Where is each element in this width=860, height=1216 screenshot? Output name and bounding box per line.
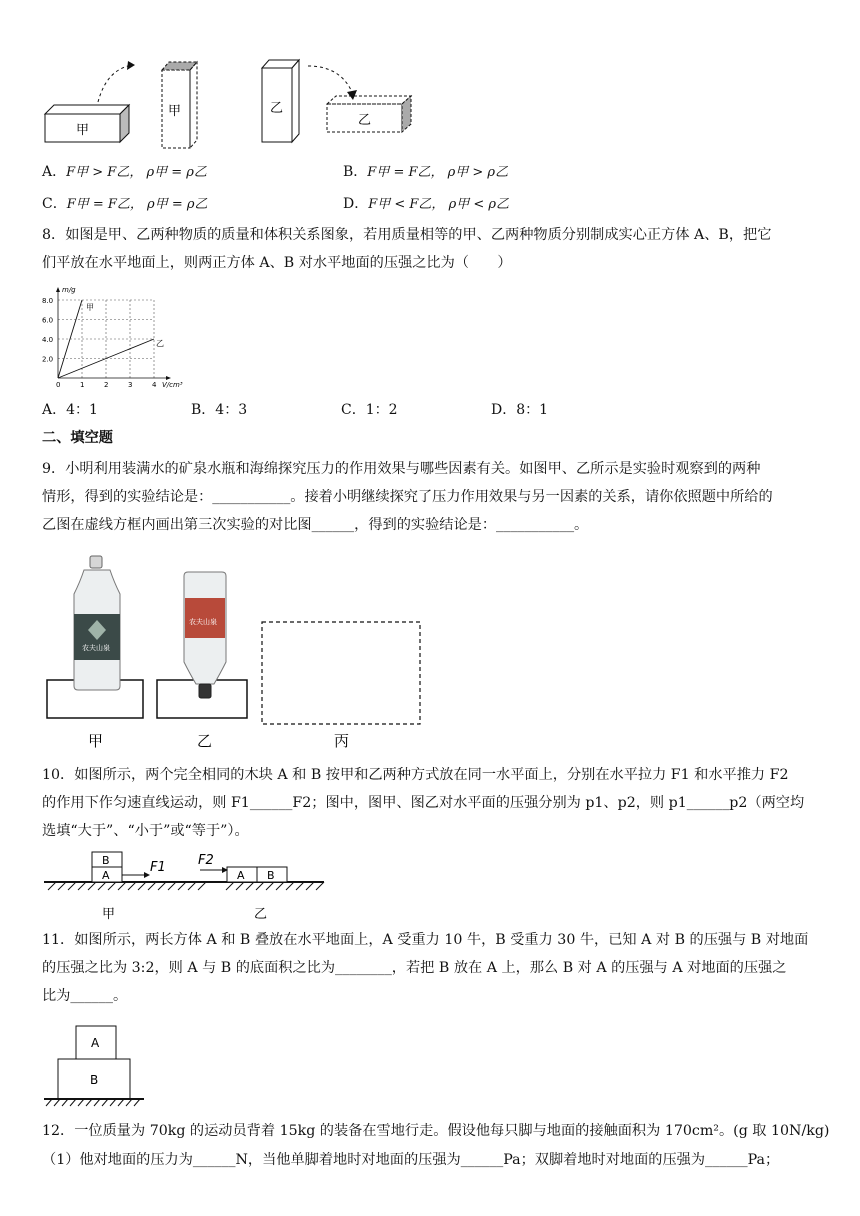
x-tick-label: 1 [80,381,85,389]
q8-text-line2: 们平放在水平地面上，则两正方体 A、B 对水平地面的压强之比为（ ） [42,255,512,271]
bottle-label-inverted: 农夫山泉 [189,618,217,626]
q10-text-line2: 的作用下作匀速直线运动，则 F1______F2；图中，图甲、图乙对水平面的压强分别为 p1、p2，则 p1______p2（两空均 [42,795,805,811]
q8-option-c: C．1：2 [341,402,398,418]
x-tick-label: 4 [152,381,157,389]
q9-text-line3: 乙图在虚线方框内画出第三次实验的对比图______，得到的实验结论是：___________。 [42,517,589,533]
q8-option-b: B．4：3 [191,402,248,418]
x-axis-arrow [166,376,171,380]
ground-jia [44,882,212,890]
section-heading: 二、填空题 [42,430,113,446]
q10-text-line3: 选填“大于”、“小于”或“等于”）。 [42,823,249,839]
chart-ylabel: m/g [62,286,76,294]
q11-text-line2: 的压强之比为 3:2，则 A 与 B 的底面积之比为________，若把 B 放在 A 上，那么 B 对 A 的压强与 A 对地面的压强之 [42,960,787,976]
block-b-yi-label: B [267,869,275,882]
chart-xlabel: V/cm³ [162,381,183,389]
bottle-upright [74,556,120,690]
q7-option-c: C．F甲 = F乙， ρ甲 = ρ乙 [42,196,208,212]
q11-text-line1: 11．如图所示，两长方体 A 和 B 叠放在水平地面上，A 受重力 10 牛，B 受重力 30 牛，已知 A 对 B 的压强与 B 对地面 [42,932,809,948]
caption-jia: 甲 [102,907,116,922]
block-b-label: B [90,1073,99,1087]
caption-yi: 乙 [197,732,213,750]
rotate-arrow-1 [98,66,128,102]
block-b-jia-label: B [102,854,110,867]
x-tick-label: 0 [56,381,61,389]
rotate-arrow-2 [308,66,352,92]
q8-text-line1: 8．如图是甲、乙两种物质的质量和体积关系图象，若用质量相等的甲、乙两种物质分别制成实心正方体 A、B，把它 [42,227,772,243]
q8-option-a: A．4：1 [42,402,98,418]
bottle-label-upright: 农夫山泉 [82,644,110,652]
bottle-inverted [184,572,226,698]
q8-option-d: D．8：1 [491,402,549,418]
y-axis-arrow [56,287,60,292]
q8-mass-volume-chart [28,282,183,390]
force-label-f1: F1 [150,860,166,875]
caption-bing: 丙 [334,732,350,750]
box-jia-label: 甲 [76,123,90,138]
chart-grid [58,300,154,378]
box-yi-label: 乙 [270,101,284,116]
q10-figure [40,846,340,922]
box-yi-lying-label: 乙 [358,113,372,128]
q11-figure [40,1022,150,1110]
q9-text-line1: 9．小明利用装满水的矿泉水瓶和海绵探究压力的作用效果与哪些因素有关。如图甲、乙所示是实验时观察到的两种 [42,461,761,477]
caption-yi: 乙 [254,907,268,922]
q7-figure [40,52,420,150]
q11-text-line3: 比为______。 [42,988,128,1004]
block-a-yi-label: A [237,869,245,882]
q10-text-line1: 10．如图所示，两个完全相同的木块 A 和 B 按甲和乙两种方式放在同一水平面上，分别在水平拉力 F1 和水平推力 F2 [42,767,789,783]
y-tick-label: 2.0 [42,355,54,364]
series-label-1: 甲 [86,303,94,312]
dashed-frame-bing [262,622,420,724]
q12-text-line2: （1）他对地面的压力为______N，当他单脚着地时对地面的压强为______Pa；双脚着地时对地面的压强为______Pa； [42,1152,780,1168]
q7-option-a: A．F甲 > F乙， ρ甲 = ρ乙 [42,164,207,180]
x-tick-label: 2 [104,381,109,389]
q7-option-d: D．F甲 < F乙， ρ甲 < ρ乙 [343,196,510,212]
y-tick-label: 6.0 [42,316,54,325]
ground-hatch [46,1099,140,1106]
q12-text-line1: 12．一位质量为 70kg 的运动员背着 15kg 的装备在雪地行走。假设他每只脚与地面的接触面积为 170cm²。(g 取 10N/kg) [42,1123,830,1139]
force-label-f2: F2 [198,853,214,868]
block-a-jia-label: A [102,869,110,882]
y-tick-label: 4.0 [42,336,54,344]
y-tick-label: 8.0 [42,297,54,305]
block-a-label: A [91,1036,100,1050]
caption-jia: 甲 [88,732,104,750]
q9-figure [44,552,434,752]
q9-text-line2: 情形，得到的实验结论是：___________。接着小明继续探究了压力作用效果与另一因素的关系，请你依照题中所给的 [42,489,773,505]
q7-option-b: B．F甲 = F乙， ρ甲 > ρ乙 [343,164,509,180]
ground-yi [190,882,324,890]
box-jia-standing-label: 甲 [168,104,182,119]
series-label-2: 乙 [156,339,164,348]
x-tick-label: 3 [128,381,133,389]
